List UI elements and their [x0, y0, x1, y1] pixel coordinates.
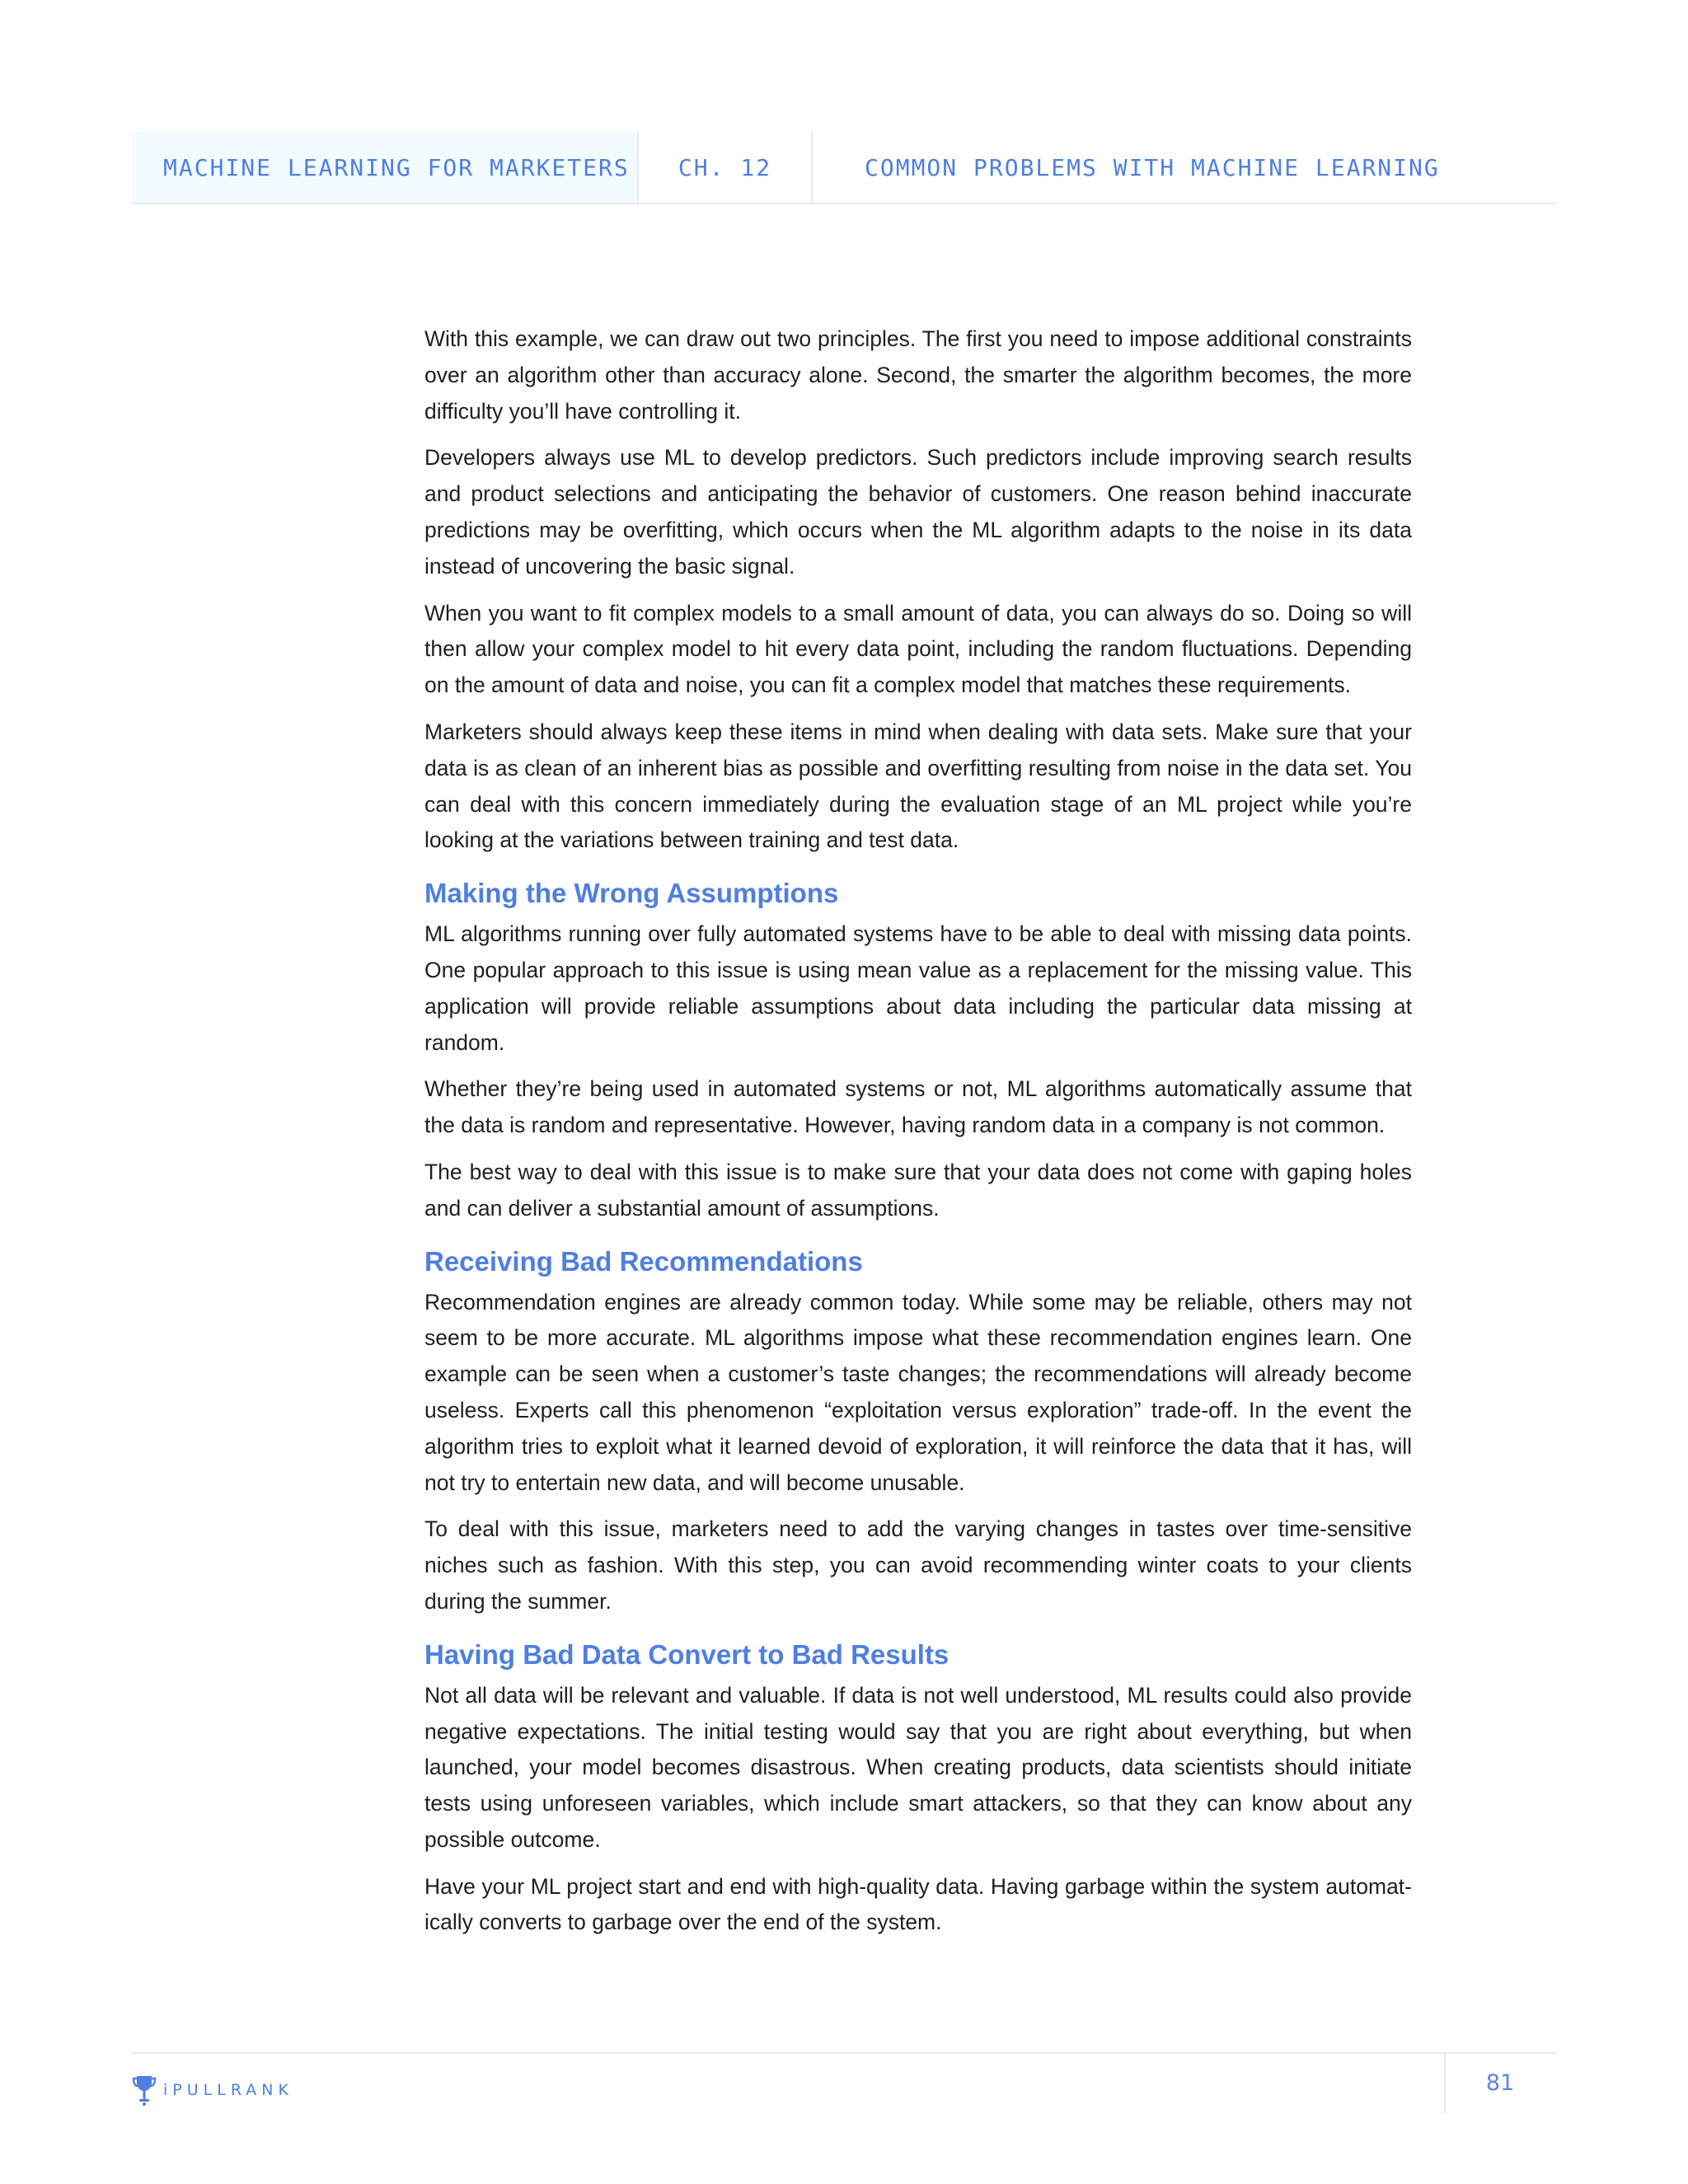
body-paragraph: Recommendation engines are already common today. While some may be reliable, others may not seem to be more accurate. ML algorithms impose what these recommendation engines learn. One example can be seen when a customer’s taste changes; the recommendations will already become useless. Experts call this phenomenon “exploitation versus exploration” trade-off. In the event the algorithm tries to exploit what it learned devoid of exploration, it will reinforce the data that it has, will not try to entertain new data, and will become unusable.: [424, 1289, 1412, 1495]
trophy-icon: [132, 2074, 157, 2107]
page-body: [424, 321, 1412, 1952]
page-number: 81: [1485, 2070, 1515, 2096]
footer-divider: [1444, 2052, 1446, 2113]
body-paragraph: Not all data will be relevant and valuable. If data is not well understood, ML results could also provide negative expectations. The initial testing would say that you are right about everything, but when launched, your model becomes disastrous. When creating products, data scientists should initiate tests using unforeseen variables, which include smart attackers, so that they can know about any possible outcome.: [424, 1682, 1412, 1852]
section-heading: Receiving Bad Recommendations: [424, 1245, 863, 1277]
body-paragraph: Marketers should always keep these items in mind when dealing with data sets. Make sure that your data is as clean of an inherent bias as possible and overfitting resulting from noise in the data set. You can deal with this concern immediately during the evaluation stage of an ML project while you’re looking at the variations between training and test data.: [424, 719, 1412, 853]
body-paragraph: When you want to fit complex models to a small amount of data, you can always do so. Doing so will then allow your complex model to hit every data point, including the random fluctuations. Depending on the amount of data and noise, you can fit a complex model that matches these requirements.: [424, 600, 1412, 698]
body-paragraph: Whether they’re being used in automated systems or not, ML algorithms automatically assume that the data is random and representative. However, having random data in a company is not common.: [424, 1076, 1412, 1138]
body-paragraph: Have your ML project start and end with high-quality data. Having garbage within the system automat-ically converts to garbage over the end of the system.: [424, 1873, 1412, 1935]
header-chapter: CH. 12: [639, 132, 813, 203]
running-header: [132, 132, 1556, 204]
logo-wordmark: iPULLRANK: [163, 2081, 293, 2099]
header-book-title: MACHINE LEARNING FOR MARKETERS: [132, 132, 639, 203]
body-paragraph: Developers always use ML to develop predictors. Such predictors include improving search results and product selections and anticipating the behavior of customers. One reason behind inaccurate predictions may be overfitting, which occurs when the ML algorithm adapts to the noise in its data instead of uncovering the basic signal.: [424, 445, 1412, 579]
footer-rule: [132, 2052, 1556, 2054]
section-heading: Having Bad Data Convert to Bad Results: [424, 1638, 950, 1670]
body-paragraph: To deal with this issue, marketers need to add the varying changes in tastes over time-sensitive niches such as fashion. With this step, you can avoid recommending winter coats to your clients during the summer.: [424, 1516, 1412, 1614]
body-paragraph: With this example, we can draw out two principles. The first you need to impose additional constraints over an algorithm other than accuracy alone. Second, the smarter the algorithm becomes, the more difficulty you’ll have controlling it.: [424, 326, 1412, 424]
header-section-title: COMMON PROBLEMS WITH MACHINE LEARNING: [865, 153, 1440, 181]
body-paragraph: ML algorithms running over fully automated systems have to be able to deal with missing data points. One popular approach to this issue is using mean value as a replacement for the missing value. This application will provide reliable assumptions about data including the particular data missing at random.: [424, 921, 1412, 1055]
ipullrank-logo: [132, 2072, 293, 2108]
section-heading: Making the Wrong Assumptions: [424, 878, 839, 909]
body-paragraph: The best way to deal with this issue is to make sure that your data does not come with gaping holes and can deliver a substantial amount of assumptions.: [424, 1159, 1412, 1221]
